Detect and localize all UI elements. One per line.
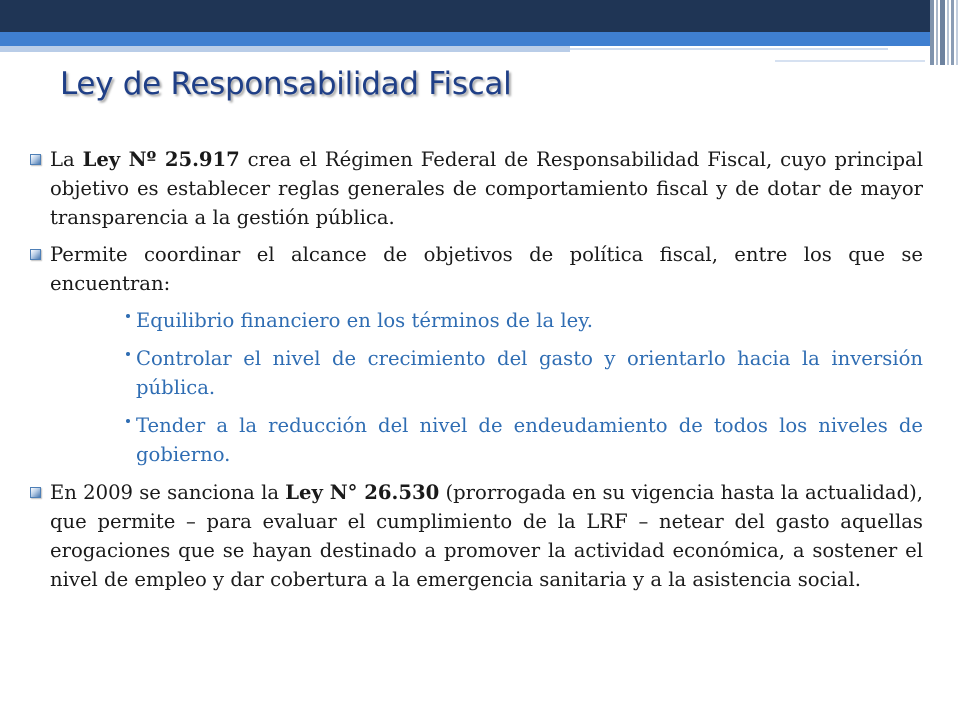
dot-bullet-icon bbox=[126, 352, 130, 356]
square-bullet-icon bbox=[30, 249, 41, 260]
text: En 2009 se sanciona la bbox=[50, 481, 286, 504]
header-band-blue bbox=[0, 32, 930, 46]
square-bullet-icon bbox=[30, 154, 41, 165]
slide-title: Ley de Responsabilidad Fiscal bbox=[60, 66, 512, 102]
sub-item bbox=[30, 344, 923, 402]
slide-body bbox=[30, 145, 923, 602]
paragraph-objetivos bbox=[30, 240, 923, 298]
text: (prorrogada en su vigencia hasta la actualidad), que permite – para evaluar el cumplimiento de la LRF – netear del gasto aquellas erogaciones que se hayan destinado a promover la actividad económica, a sostener el nivel de empleo y dar cobertura a la emergencia sanitaria y a la asistencia social. bbox=[50, 481, 923, 591]
dot-bullet-icon bbox=[126, 419, 130, 423]
header-band-light bbox=[0, 46, 570, 52]
header-band-dark bbox=[0, 0, 930, 32]
law-reference: Ley N° 26.530 bbox=[285, 481, 440, 504]
dot-bullet-icon bbox=[126, 314, 130, 318]
corner-stripes bbox=[930, 0, 960, 65]
header-rule bbox=[570, 48, 888, 50]
law-reference: Ley Nº 25.917 bbox=[82, 148, 240, 171]
text: Tender a la reducción del nivel de endeudamiento de todos los niveles de gobierno. bbox=[136, 414, 923, 466]
header-rule-short bbox=[775, 60, 925, 62]
text: La bbox=[50, 148, 83, 171]
text: Controlar el nivel de crecimiento del gasto y orientarlo hacia la inversión pública. bbox=[136, 347, 923, 399]
paragraph-ley-26530 bbox=[30, 478, 923, 594]
square-bullet-icon bbox=[30, 487, 41, 498]
text: crea el Régimen Federal de Responsabilidad Fiscal, cuyo principal objetivo es establecer reglas generales de comportamiento fiscal y de dotar de mayor transparencia a la gestión pública. bbox=[50, 148, 923, 229]
sub-item bbox=[30, 306, 923, 335]
paragraph-ley-25917 bbox=[30, 145, 923, 232]
text: Equilibrio financiero en los términos de la ley. bbox=[136, 309, 593, 332]
sub-item bbox=[30, 411, 923, 469]
text: Permite coordinar el alcance de objetivos de política fiscal, entre los que se encuentran: bbox=[50, 243, 923, 295]
